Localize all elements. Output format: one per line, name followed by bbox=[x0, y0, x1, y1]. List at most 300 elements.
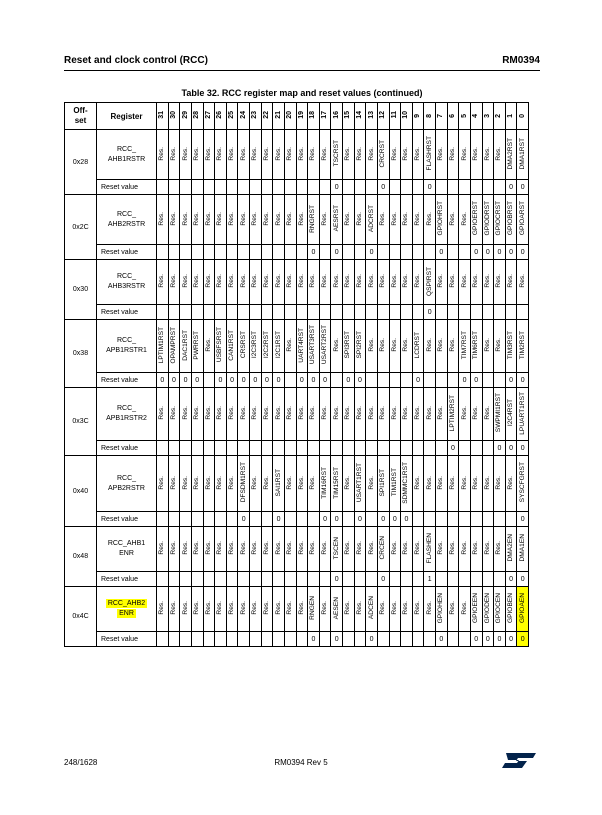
bit-field: Res. bbox=[366, 527, 378, 572]
reset-value-cell bbox=[494, 373, 506, 388]
reset-value-cell bbox=[517, 305, 529, 320]
reset-value-cell bbox=[296, 180, 308, 195]
bit-field: TIM3RST bbox=[505, 320, 517, 373]
reset-value-cell bbox=[459, 245, 471, 260]
bit-field: Res. bbox=[412, 260, 424, 305]
bit-field: Res. bbox=[238, 195, 250, 245]
reset-value-cell bbox=[412, 245, 424, 260]
bit-field: Res. bbox=[308, 456, 320, 512]
reset-value-cell bbox=[284, 373, 296, 388]
reset-value-cell: 0 bbox=[377, 512, 389, 527]
bit-field: LPTIM1RST bbox=[157, 320, 169, 373]
bit-field: Res. bbox=[505, 260, 517, 305]
reset-value-cell bbox=[343, 305, 355, 320]
reset-value-cell bbox=[273, 632, 285, 647]
reset-value-cell: 0 bbox=[273, 373, 285, 388]
reset-value-cell bbox=[389, 245, 401, 260]
reset-value-cell: 1 bbox=[424, 572, 436, 587]
reset-value-row bbox=[65, 441, 529, 456]
reset-value-cell bbox=[366, 305, 378, 320]
header-divider bbox=[64, 70, 540, 71]
register-offset: 0x38 bbox=[65, 320, 97, 388]
reset-value-label: Reset value bbox=[97, 512, 157, 527]
reset-value-row bbox=[65, 373, 529, 388]
bit-field: Res. bbox=[191, 587, 203, 632]
register-offset: 0x30 bbox=[65, 260, 97, 320]
reset-value-cell bbox=[366, 180, 378, 195]
reset-value-cell bbox=[308, 572, 320, 587]
bit-field: Res. bbox=[203, 195, 215, 245]
bit-header: 26 bbox=[215, 103, 227, 130]
bit-field: Res. bbox=[180, 130, 192, 180]
bit-field: Res. bbox=[308, 260, 320, 305]
bit-field: TIM2RST bbox=[517, 320, 529, 373]
bit-field: DMA1EN bbox=[517, 527, 529, 572]
bit-field: I2C2RST bbox=[261, 320, 273, 373]
reset-value-cell bbox=[296, 441, 308, 456]
reset-value-cell bbox=[482, 373, 494, 388]
reset-value-cell: 0 bbox=[354, 373, 366, 388]
bit-field: Res. bbox=[180, 195, 192, 245]
bit-field: Res. bbox=[401, 195, 413, 245]
reset-value-cell bbox=[412, 572, 424, 587]
reset-value-cell bbox=[157, 305, 169, 320]
bit-field: Res. bbox=[180, 587, 192, 632]
register-row bbox=[65, 456, 529, 512]
bit-field: Res. bbox=[494, 527, 506, 572]
bit-header: 13 bbox=[366, 103, 378, 130]
bit-header: 4 bbox=[470, 103, 482, 130]
bit-field: Res. bbox=[482, 456, 494, 512]
reset-value-cell bbox=[168, 632, 180, 647]
register-name bbox=[97, 130, 157, 180]
reset-value-cell bbox=[447, 632, 459, 647]
reset-value-cell bbox=[447, 245, 459, 260]
reset-value-cell bbox=[284, 512, 296, 527]
reset-value-cell bbox=[482, 512, 494, 527]
bit-field: GPIOCEN bbox=[494, 587, 506, 632]
bit-field: Res. bbox=[436, 456, 448, 512]
bit-field: Res. bbox=[191, 456, 203, 512]
reset-value-cell bbox=[191, 305, 203, 320]
reset-value-cell bbox=[203, 305, 215, 320]
reset-value-cell bbox=[354, 180, 366, 195]
bit-field: Res. bbox=[238, 527, 250, 572]
bit-field: Res. bbox=[284, 587, 296, 632]
reset-value-cell bbox=[343, 572, 355, 587]
reset-value-cell bbox=[273, 305, 285, 320]
reset-value-cell bbox=[319, 632, 331, 647]
bit-field: I2C4RST bbox=[505, 388, 517, 441]
bit-field: Res. bbox=[412, 388, 424, 441]
register-map-table bbox=[64, 102, 529, 647]
reset-value-cell: 0 bbox=[505, 373, 517, 388]
bit-field: Res. bbox=[168, 527, 180, 572]
bit-header: 15 bbox=[343, 103, 355, 130]
bit-field: Res. bbox=[238, 130, 250, 180]
reset-value-cell bbox=[296, 512, 308, 527]
bit-field: USART3RST bbox=[308, 320, 320, 373]
bit-header: 24 bbox=[238, 103, 250, 130]
bit-field: Res. bbox=[424, 456, 436, 512]
bit-field: Res. bbox=[284, 320, 296, 373]
reset-value-cell bbox=[250, 180, 262, 195]
reset-value-cell: 0 bbox=[377, 180, 389, 195]
bit-field: Res. bbox=[157, 456, 169, 512]
register-name-line: APB1RSTR1 bbox=[106, 347, 147, 354]
bit-field: Res. bbox=[296, 260, 308, 305]
bit-field: Res. bbox=[168, 388, 180, 441]
bit-field: Res. bbox=[168, 587, 180, 632]
table-header-row bbox=[65, 103, 529, 130]
register-row bbox=[65, 587, 529, 632]
bit-field: Res. bbox=[436, 130, 448, 180]
reset-value-cell bbox=[180, 180, 192, 195]
reset-value-cell bbox=[366, 441, 378, 456]
bit-field: Res. bbox=[226, 527, 238, 572]
reset-value-cell bbox=[354, 441, 366, 456]
reset-value-cell bbox=[284, 632, 296, 647]
register-name bbox=[97, 587, 157, 632]
reset-value-cell bbox=[215, 305, 227, 320]
reset-value-cell: 0 bbox=[366, 245, 378, 260]
bit-field: Res. bbox=[389, 388, 401, 441]
bit-field: Res. bbox=[482, 527, 494, 572]
reset-value-cell bbox=[366, 512, 378, 527]
register-row bbox=[65, 388, 529, 441]
reset-value-cell: 0 bbox=[505, 180, 517, 195]
bit-field: Res. bbox=[470, 130, 482, 180]
reset-value-cell bbox=[226, 441, 238, 456]
register-name bbox=[97, 195, 157, 245]
reset-value-cell bbox=[389, 572, 401, 587]
bit-header: 22 bbox=[261, 103, 273, 130]
bit-field: PWRRST bbox=[191, 320, 203, 373]
reset-value-cell bbox=[191, 512, 203, 527]
reset-value-cell: 0 bbox=[517, 245, 529, 260]
reset-value-cell bbox=[436, 180, 448, 195]
reset-value-cell: 0 bbox=[470, 632, 482, 647]
reset-value-cell bbox=[168, 512, 180, 527]
bit-field: TIM7RST bbox=[459, 320, 471, 373]
bit-field: Res. bbox=[482, 320, 494, 373]
reset-value-cell bbox=[412, 441, 424, 456]
register-row bbox=[65, 195, 529, 245]
reset-value-cell: 0 bbox=[505, 632, 517, 647]
reset-value-cell bbox=[180, 441, 192, 456]
bit-field: Res. bbox=[180, 260, 192, 305]
reset-value-cell bbox=[389, 305, 401, 320]
bit-field: SDMMC1RST bbox=[401, 456, 413, 512]
reset-value-cell bbox=[494, 572, 506, 587]
bit-field: TSCEN bbox=[331, 527, 343, 572]
bit-header: 20 bbox=[284, 103, 296, 130]
bit-field: Res. bbox=[343, 587, 355, 632]
register-name-line: RCC_AHB2 bbox=[107, 600, 146, 607]
reset-value-cell: 0 bbox=[389, 512, 401, 527]
bit-field: Res. bbox=[215, 587, 227, 632]
reset-value-cell bbox=[459, 572, 471, 587]
reset-value-row bbox=[65, 512, 529, 527]
register-name-line: APB1RSTR2 bbox=[106, 415, 147, 422]
reset-value-cell bbox=[447, 572, 459, 587]
document-revision: RM0394 Rev 5 bbox=[274, 758, 328, 767]
bit-field: LPUART1RST bbox=[517, 388, 529, 441]
bit-field: Res. bbox=[226, 195, 238, 245]
bit-header: 0 bbox=[517, 103, 529, 130]
reset-value-cell bbox=[284, 441, 296, 456]
bit-field: Res. bbox=[401, 320, 413, 373]
bit-field: USBFSRST bbox=[215, 320, 227, 373]
bit-field: Res. bbox=[250, 130, 262, 180]
table-caption: Table 32. RCC register map and reset values (continued) bbox=[181, 88, 423, 98]
reset-value-cell bbox=[343, 245, 355, 260]
reset-value-cell: 0 bbox=[331, 180, 343, 195]
bit-field: Res. bbox=[296, 527, 308, 572]
bit-field: Res. bbox=[215, 388, 227, 441]
bit-field: I2C1RST bbox=[273, 320, 285, 373]
bit-field: Res. bbox=[157, 527, 169, 572]
reset-value-cell bbox=[273, 180, 285, 195]
reset-value-cell bbox=[319, 305, 331, 320]
bit-field: Res. bbox=[366, 320, 378, 373]
reset-value-cell bbox=[168, 180, 180, 195]
bit-field: Res. bbox=[436, 527, 448, 572]
reset-value-cell bbox=[470, 305, 482, 320]
bit-field: Res. bbox=[226, 130, 238, 180]
bit-field: Res. bbox=[389, 587, 401, 632]
bit-field: Res. bbox=[203, 388, 215, 441]
register-offset: 0x40 bbox=[65, 456, 97, 527]
reset-value-cell bbox=[203, 180, 215, 195]
bit-field: Res. bbox=[273, 195, 285, 245]
reset-value-cell bbox=[482, 441, 494, 456]
bit-field: Res. bbox=[168, 130, 180, 180]
reset-value-cell bbox=[157, 632, 169, 647]
bit-field: Res. bbox=[261, 527, 273, 572]
reset-value-cell bbox=[319, 180, 331, 195]
reset-value-cell: 0 bbox=[470, 245, 482, 260]
reset-value-cell bbox=[377, 632, 389, 647]
reset-value-row bbox=[65, 305, 529, 320]
register-name-line: RCC_ bbox=[116, 337, 137, 344]
reset-value-cell bbox=[412, 632, 424, 647]
reset-value-cell bbox=[482, 305, 494, 320]
bit-field: Res. bbox=[366, 130, 378, 180]
bit-field: Res. bbox=[261, 195, 273, 245]
bit-field: Res. bbox=[401, 587, 413, 632]
reset-value-cell: 0 bbox=[331, 572, 343, 587]
bit-field: Res. bbox=[482, 388, 494, 441]
reset-value-cell bbox=[215, 572, 227, 587]
bit-header: 30 bbox=[168, 103, 180, 130]
bit-field: GPIOERST bbox=[470, 195, 482, 245]
bit-field: Res. bbox=[284, 130, 296, 180]
bit-field: Res. bbox=[377, 195, 389, 245]
reset-value-cell bbox=[424, 373, 436, 388]
bit-field: Res. bbox=[447, 320, 459, 373]
bit-field: GPIOBRST bbox=[505, 195, 517, 245]
reset-value-cell bbox=[296, 305, 308, 320]
reset-value-cell: 0 bbox=[459, 373, 471, 388]
reset-value-cell bbox=[308, 441, 320, 456]
reset-value-label: Reset value bbox=[97, 245, 157, 260]
bit-field: Res. bbox=[389, 130, 401, 180]
bit-field: TIM1RST bbox=[389, 456, 401, 512]
reset-value-cell bbox=[447, 512, 459, 527]
bit-field: Res. bbox=[343, 260, 355, 305]
reset-value-cell bbox=[470, 512, 482, 527]
bit-header: 2 bbox=[494, 103, 506, 130]
reset-value-cell: 0 bbox=[436, 245, 448, 260]
bit-header: 31 bbox=[157, 103, 169, 130]
reset-value-cell bbox=[191, 572, 203, 587]
bit-field: Res. bbox=[296, 587, 308, 632]
bit-header: 25 bbox=[226, 103, 238, 130]
reset-value-cell bbox=[459, 305, 471, 320]
reset-value-cell bbox=[447, 180, 459, 195]
reset-value-cell bbox=[319, 245, 331, 260]
reset-value-cell bbox=[180, 632, 192, 647]
bit-field: Res. bbox=[343, 527, 355, 572]
reset-value-label: Reset value bbox=[97, 373, 157, 388]
reset-value-cell bbox=[401, 373, 413, 388]
bit-field: CRSRST bbox=[238, 320, 250, 373]
reset-value-cell bbox=[331, 373, 343, 388]
reset-value-cell: 0 bbox=[517, 572, 529, 587]
reset-value-cell: 0 bbox=[482, 632, 494, 647]
reset-value-cell bbox=[296, 572, 308, 587]
register-name-line: RCC_ bbox=[116, 273, 137, 280]
bit-field: Res. bbox=[343, 195, 355, 245]
bit-field: Res. bbox=[470, 260, 482, 305]
bit-field: Res. bbox=[273, 388, 285, 441]
reset-value-cell: 0 bbox=[319, 512, 331, 527]
bit-field: Res. bbox=[250, 587, 262, 632]
bit-header: 23 bbox=[250, 103, 262, 130]
reset-value-cell bbox=[308, 305, 320, 320]
page-number: 248/1628 bbox=[64, 758, 98, 767]
bit-field: GPIODRST bbox=[482, 195, 494, 245]
reset-value-cell bbox=[377, 305, 389, 320]
reset-value-cell: 0 bbox=[366, 632, 378, 647]
reset-value-cell bbox=[238, 441, 250, 456]
bit-field: Res. bbox=[424, 320, 436, 373]
reset-value-cell: 0 bbox=[238, 512, 250, 527]
reset-value-cell: 0 bbox=[308, 632, 320, 647]
reset-value-cell bbox=[470, 180, 482, 195]
reset-value-cell: 0 bbox=[319, 373, 331, 388]
bit-field: Res. bbox=[459, 388, 471, 441]
register-name bbox=[97, 527, 157, 572]
reset-value-cell bbox=[284, 305, 296, 320]
bit-field: Res. bbox=[459, 260, 471, 305]
bit-field: Res. bbox=[157, 587, 169, 632]
reset-value-cell bbox=[447, 305, 459, 320]
bit-field: ADCRST bbox=[366, 195, 378, 245]
reset-value-cell bbox=[180, 572, 192, 587]
bit-field: Res. bbox=[215, 195, 227, 245]
bit-field: GPIOHRST bbox=[436, 195, 448, 245]
register-name-line: RCC_ bbox=[116, 405, 137, 412]
reset-value-cell bbox=[389, 441, 401, 456]
bit-field: Res. bbox=[191, 388, 203, 441]
bit-field: Res. bbox=[296, 388, 308, 441]
bit-field: Res. bbox=[250, 388, 262, 441]
bit-field: Res. bbox=[157, 260, 169, 305]
bit-field: DMA2EN bbox=[505, 527, 517, 572]
bit-field: Res. bbox=[261, 587, 273, 632]
register-offset: 0x48 bbox=[65, 527, 97, 587]
reset-value-cell bbox=[226, 180, 238, 195]
reset-value-cell bbox=[226, 572, 238, 587]
bit-field: Res. bbox=[401, 527, 413, 572]
reset-value-cell bbox=[215, 512, 227, 527]
reset-value-cell bbox=[308, 180, 320, 195]
bit-field: GPIOCRST bbox=[494, 195, 506, 245]
bit-field: UART4RST bbox=[296, 320, 308, 373]
reset-value-cell bbox=[250, 441, 262, 456]
reset-value-cell bbox=[180, 512, 192, 527]
bit-field: Res. bbox=[215, 260, 227, 305]
bit-header: 14 bbox=[354, 103, 366, 130]
bit-field: Res. bbox=[261, 388, 273, 441]
register-offset: 0x28 bbox=[65, 130, 97, 195]
reset-value-cell bbox=[226, 245, 238, 260]
reset-value-row bbox=[65, 180, 529, 195]
bit-field: RNGRST bbox=[308, 195, 320, 245]
bit-field: Res. bbox=[273, 527, 285, 572]
reset-value-cell bbox=[250, 245, 262, 260]
bit-field: Res. bbox=[168, 456, 180, 512]
reset-value-cell bbox=[354, 305, 366, 320]
reset-value-cell bbox=[168, 572, 180, 587]
bit-field: Res. bbox=[377, 320, 389, 373]
bit-field: Res. bbox=[191, 130, 203, 180]
bit-field: Res. bbox=[377, 260, 389, 305]
reset-value-cell bbox=[215, 180, 227, 195]
reset-value-label: Reset value bbox=[97, 572, 157, 587]
reset-value-cell bbox=[436, 305, 448, 320]
register-name bbox=[97, 388, 157, 441]
bit-field: Res. bbox=[412, 130, 424, 180]
bit-field: RNGEN bbox=[308, 587, 320, 632]
reset-value-cell bbox=[389, 180, 401, 195]
reset-value-cell: 0 bbox=[354, 512, 366, 527]
reset-value-cell bbox=[343, 180, 355, 195]
bit-field: Res. bbox=[226, 456, 238, 512]
bit-header: 9 bbox=[412, 103, 424, 130]
bit-field: Res. bbox=[412, 527, 424, 572]
bit-field: GPIOHEN bbox=[436, 587, 448, 632]
bit-field: Res. bbox=[215, 456, 227, 512]
bit-field: GPIOARST bbox=[517, 195, 529, 245]
reset-value-cell bbox=[494, 305, 506, 320]
reset-value-cell bbox=[424, 245, 436, 260]
reset-value-cell bbox=[366, 572, 378, 587]
bit-field: Res. bbox=[366, 260, 378, 305]
bit-field: Res. bbox=[377, 587, 389, 632]
bit-field: Res. bbox=[319, 527, 331, 572]
bit-field: Res. bbox=[447, 456, 459, 512]
bit-field: ADCEN bbox=[366, 587, 378, 632]
reset-value-cell: 0 bbox=[238, 373, 250, 388]
bit-field: Res. bbox=[238, 260, 250, 305]
reset-value-cell: 0 bbox=[412, 373, 424, 388]
reset-value-cell bbox=[401, 572, 413, 587]
reset-value-cell bbox=[203, 512, 215, 527]
bit-field: Res. bbox=[389, 320, 401, 373]
